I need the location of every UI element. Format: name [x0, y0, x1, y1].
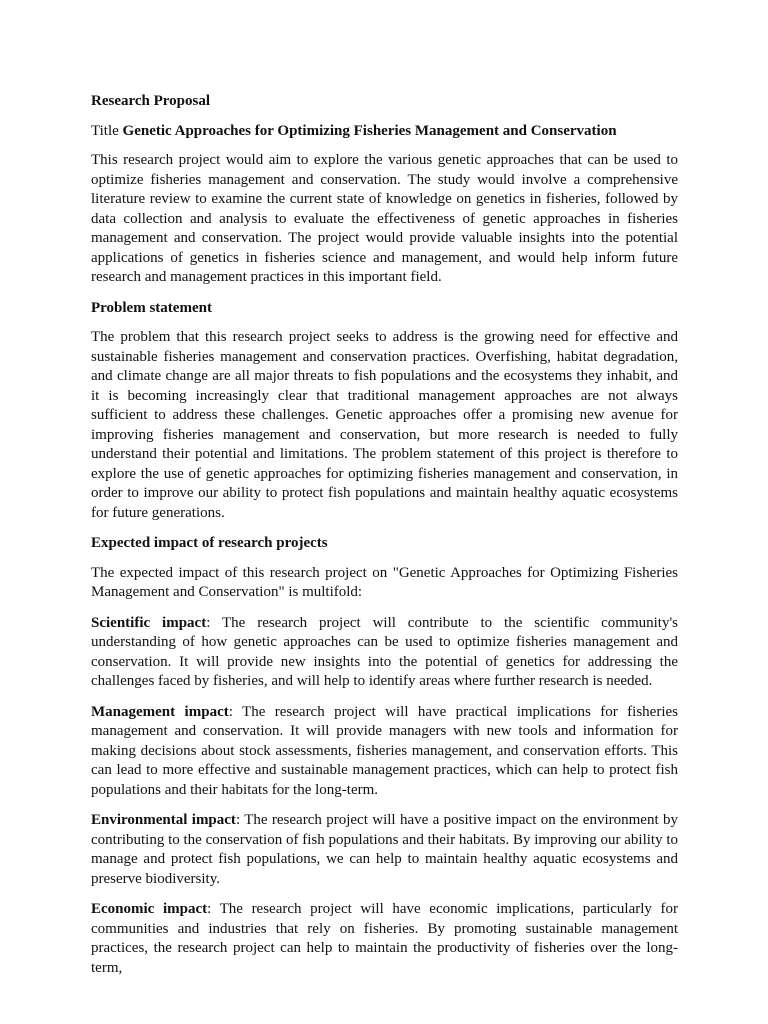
- document-heading: Research Proposal: [91, 93, 211, 109]
- title-line: [91, 122, 678, 142]
- impact-paragraph-environmental: [91, 811, 678, 889]
- impact-text: : The research project will contribute to the scientific community's understanding of how genetic approaches can be used to optimize fisheries management and conservation. It will provide new insights into the potential of genetics for addressing the challenges faced by fisheries, and will help to identify areas where further research is needed.: [91, 614, 678, 689]
- impact-heading: Expected impact of research projects: [91, 535, 328, 551]
- document-title: Genetic Approaches for Optimizing Fisheries Management and Conservation: [122, 122, 617, 139]
- impact-text: : The research project will have a positive impact on the environment by contributing to the conservation of fish populations and their habitats. By improving our ability to manage and protect fish populations, we can help to maintain healthy aquatic ecosystems and preserve biodiversity.: [91, 812, 678, 887]
- intro-paragraph: This research project would aim to explore the various genetic approaches that can be used to optimize fisheries management and conservation. The study would involve a comprehensive literature review to examine the current state of knowledge on genetics in fisheries, followed by data collection and analysis to evaluate the effectiveness of genetic approaches in fisheries management and conservation. The project would provide valuable insights into the potential applications of genetics in fisheries science and management, and would help inform future research and management practices in this important field.: [91, 152, 678, 285]
- impact-paragraph-management: [91, 703, 678, 801]
- problem-paragraph: The problem that this research project seeks to address is the growing need for effective and sustainable fisheries management and conservation practices. Overfishing, habitat degradation, and climate change are all major threats to fish populations and the ecosystems they inhabit, and it is becoming increasingly clear that traditional management approaches are not always sufficient to address these challenges. Genetic approaches offer a promising new avenue for improving fisheries management and conservation, but more research is needed to fully understand their potential and limitations. The problem statement of this project is therefore to explore the use of genetic approaches for optimizing fisheries management and conservation, in order to improve our ability to protect fish populations and maintain healthy aquatic ecosystems for future generations.: [91, 329, 678, 521]
- impact-text: : The research project will have economic implications, particularly for communities and industries that rely on fisheries. By promoting sustainable management practices, the research project can help to maintain the productivity of fisheries over the long-term,: [91, 901, 679, 976]
- impact-paragraph-economic: [91, 900, 678, 978]
- problem-heading: Problem statement: [91, 299, 212, 316]
- impact-intro-paragraph: The expected impact of this research project on "Genetic Approaches for Optimizing Fisheries Management and Conservation" is multifold:: [91, 564, 678, 600]
- impact-label: Environmental impact: [91, 812, 236, 828]
- title-prefix: Title: [91, 122, 119, 139]
- impact-text: : The research project will have practical implications for fisheries management and conservation. It will provide managers with new tools and information for making decisions about stock assessments, fisheries management, and conservation efforts. This can lead to more effective and sustainable management practices, which can help to protect fish populations and their habitats for the long-term.: [91, 703, 678, 798]
- impact-label: Economic impact: [91, 901, 208, 917]
- impact-label: Management impact: [91, 703, 229, 720]
- impact-paragraph-scientific: [91, 614, 678, 692]
- impact-label: Scientific impact: [91, 614, 207, 631]
- document-page: [91, 92, 678, 989]
